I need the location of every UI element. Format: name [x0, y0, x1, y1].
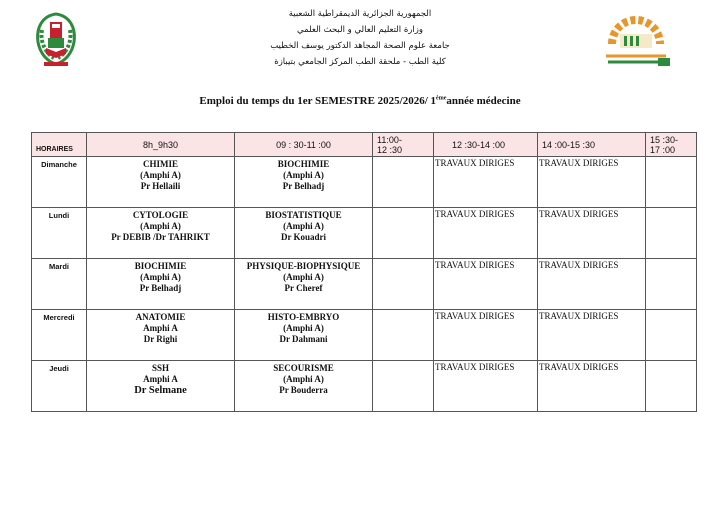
course-teacher: Pr Belhadj	[139, 283, 182, 293]
empty-cell	[646, 157, 697, 208]
course-room: (Amphi A)	[283, 272, 324, 282]
empty-cell	[373, 361, 434, 412]
td-label: TRAVAUX DIRIGES	[539, 260, 619, 270]
course-teacher: Pr Bouderra	[279, 385, 328, 395]
course-name: CYTOLOGIE	[132, 210, 189, 220]
td-label: TRAVAUX DIRIGES	[539, 209, 619, 219]
td-cell	[434, 361, 538, 412]
table-row	[32, 361, 697, 412]
td-label: TRAVAUX DIRIGES	[435, 362, 515, 372]
course-room: (Amphi A)	[283, 170, 324, 180]
course-teacher: Pr DEBIB /Dr TAHRIKT	[111, 232, 210, 242]
day-label: Lundi	[32, 208, 87, 259]
td-cell	[434, 259, 538, 310]
header-line-republic: الجمهورية الجزائرية الديمقراطية الشعبية	[288, 9, 432, 19]
course-teacher: Dr Selmane	[134, 385, 187, 396]
course-cell	[87, 361, 235, 412]
empty-cell	[373, 259, 434, 310]
td-cell	[538, 208, 646, 259]
institution-header	[200, 6, 520, 70]
table-row	[32, 259, 697, 310]
td-cell	[538, 361, 646, 412]
course-teacher: Pr Hellaili	[140, 181, 181, 191]
course-name: HISTO-EMBRYO	[267, 312, 340, 322]
header-line-ministry: وزارة التعليم العالي و البحث العلمي	[297, 25, 423, 35]
university-emblem-icon	[30, 10, 82, 70]
course-teacher: Dr Kouadri	[280, 232, 327, 242]
course-name: SECOURISME	[273, 363, 334, 373]
td-cell	[434, 157, 538, 208]
course-room: Amphi A	[143, 374, 178, 384]
course-room: (Amphi A)	[140, 170, 181, 180]
empty-cell	[373, 157, 434, 208]
course-cell	[87, 157, 235, 208]
td-label: TRAVAUX DIRIGES	[435, 158, 515, 168]
course-name: ANATOMIE	[135, 312, 186, 322]
course-teacher: Dr Righi	[143, 334, 178, 344]
day-label: Mercredi	[32, 310, 87, 361]
course-name: BIOCHIMIE	[134, 261, 187, 271]
header-line-university: جامعة علوم الصحة المجاهد الدكتور يوسف الخطيب	[270, 41, 450, 51]
course-name: BIOCHIMIE	[277, 159, 330, 169]
course-room: (Amphi A)	[140, 221, 181, 231]
course-name: PHYSIQUE-BIOPHYSIQUE	[246, 261, 361, 271]
course-cell	[235, 259, 373, 310]
course-name: SSH	[151, 363, 169, 373]
course-room: (Amphi A)	[283, 323, 324, 333]
table-row	[32, 310, 697, 361]
table-row	[32, 157, 697, 208]
course-cell	[87, 310, 235, 361]
td-cell	[434, 208, 538, 259]
centre-universitaire-tipaza-logo-icon	[598, 14, 674, 70]
slot-8h-9h30: 8h_9h30	[87, 133, 235, 157]
td-label: TRAVAUX DIRIGES	[539, 311, 619, 321]
course-cell	[87, 259, 235, 310]
course-room: (Amphi A)	[283, 374, 324, 384]
empty-cell	[373, 310, 434, 361]
course-teacher: Pr Belhadj	[282, 181, 325, 191]
course-cell	[235, 310, 373, 361]
td-cell	[434, 310, 538, 361]
course-name: CHIMIE	[142, 159, 178, 169]
course-cell	[235, 361, 373, 412]
course-room: Amphi A	[143, 323, 178, 333]
timetable-header-row	[32, 133, 697, 157]
slot-9h30-11h: 09 : 30-11 :00	[235, 133, 373, 157]
day-label: Mardi	[32, 259, 87, 310]
slot-15h30-17h: 15 :30- 17 :00	[646, 133, 697, 157]
slot-11h-12h30: 11:00- 12 :30	[373, 133, 434, 157]
course-name: BIOSTATISTIQUE	[265, 210, 342, 220]
td-label: TRAVAUX DIRIGES	[435, 311, 515, 321]
day-label: Jeudi	[32, 361, 87, 412]
td-cell	[538, 157, 646, 208]
td-label: TRAVAUX DIRIGES	[539, 158, 619, 168]
empty-cell	[646, 361, 697, 412]
course-cell	[87, 208, 235, 259]
empty-cell	[646, 310, 697, 361]
td-cell	[538, 310, 646, 361]
td-label: TRAVAUX DIRIGES	[435, 260, 515, 270]
course-teacher: Dr Dahmani	[279, 334, 328, 344]
empty-cell	[646, 208, 697, 259]
page-title: Emploi du temps du 1er SEMESTRE 2025/2026/ 1èmeannée médecine	[199, 95, 521, 107]
empty-cell	[646, 259, 697, 310]
course-teacher: Pr Cheref	[284, 283, 323, 293]
td-cell	[538, 259, 646, 310]
slot-14h-15h30: 14 :00-15 :30	[538, 133, 646, 157]
course-room: (Amphi A)	[283, 221, 324, 231]
header-line-faculty: كلية الطب - ملحقة الطب المركز الجامعي بتيبازة	[274, 57, 446, 67]
td-label: TRAVAUX DIRIGES	[539, 362, 619, 372]
slot-12h30-14h: 12 :30-14 :00	[434, 133, 538, 157]
hours-label: HORAIRES	[32, 133, 87, 157]
day-label: Dimanche	[32, 157, 87, 208]
course-room: (Amphi A)	[140, 272, 181, 282]
timetable	[31, 132, 697, 412]
table-row	[32, 208, 697, 259]
empty-cell	[373, 208, 434, 259]
td-label: TRAVAUX DIRIGES	[435, 209, 515, 219]
course-cell	[235, 157, 373, 208]
course-cell	[235, 208, 373, 259]
